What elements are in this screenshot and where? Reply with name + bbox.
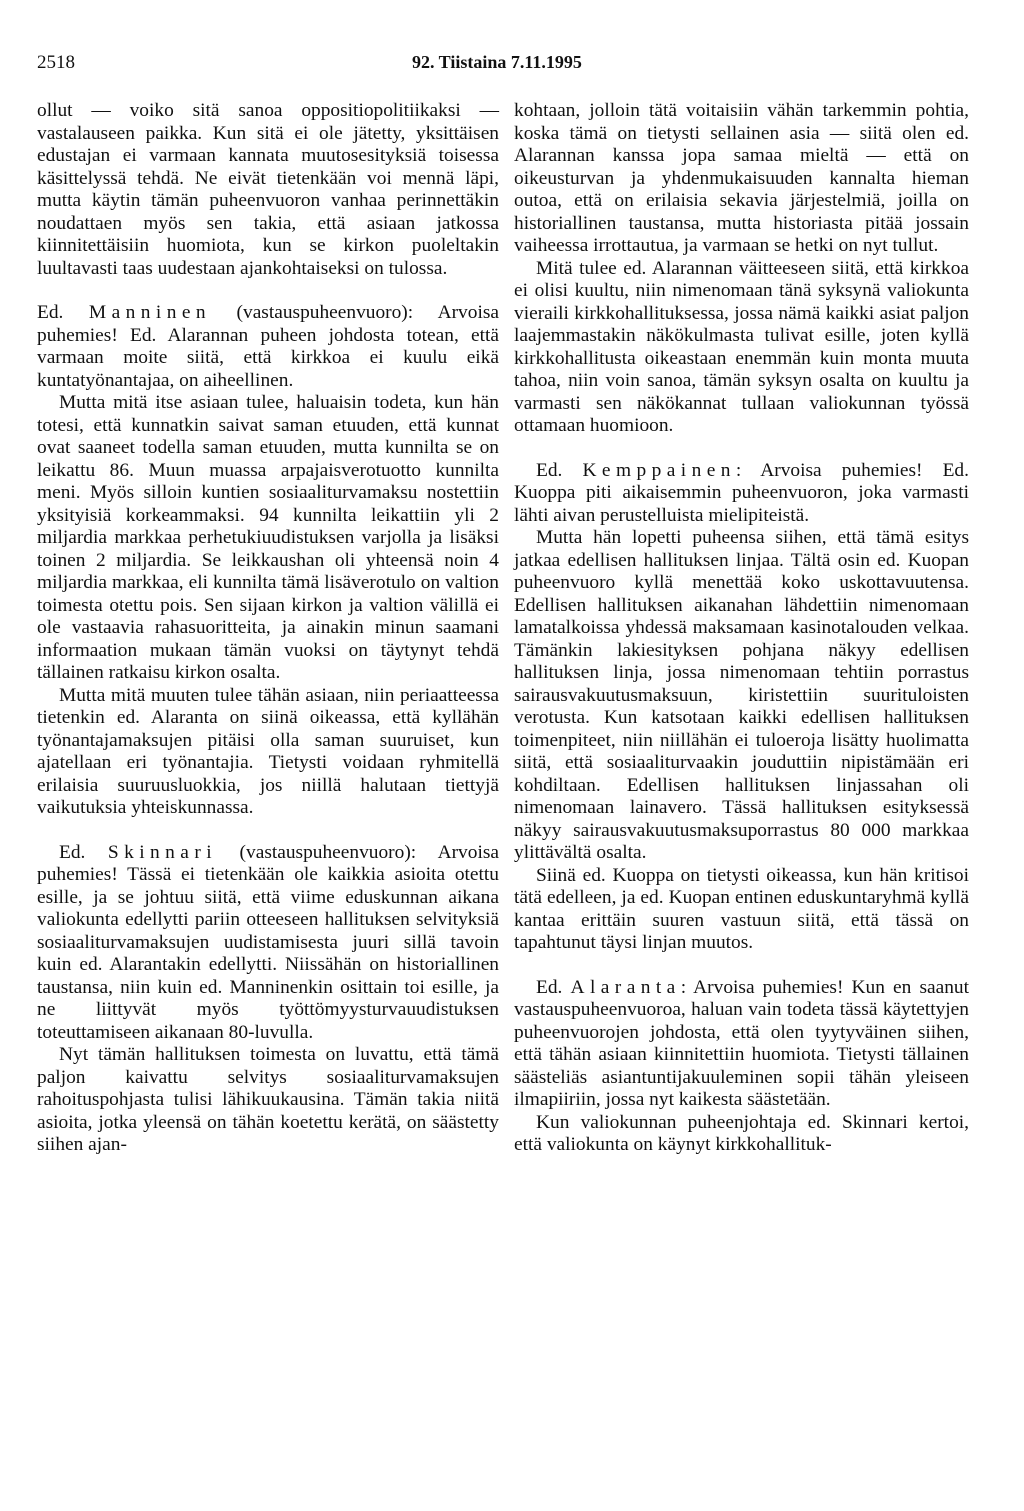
speaker-name: Manninen [88,302,212,323]
paragraph [514,865,969,955]
paragraph-text: Mutta hän lopetti puheensa siihen, että tämä esitys jatkaa edellisen hallituksen linjaa. Tältä osin ed. Kuopan puheenvuoro kyllä menettää koko uskottavuutensa. Edellisen hallituksen aikanahan lähdettiin nimenomaan lamatalkoissa yhdessä maksamaan kasinotalouden velkaa. Tämänkin lakiesityksen pohjana näkyy edellisen hallituksen linja, jossa nimenomaan tehtiin porrastus sairausvakuutusmaksuun, kiristettiin suurituloisten verotusta. Kun katsotaan kaikki edellisen hallituksen toimenpiteet, niin niillähän ei tuloeroja lisätty huolimatta siitä, että sosiaaliturvaakin jouduttiin nipistämään eri kohdiltaan. Edellisen hallituksen linjassahan oli nimenomaan lainavero. Tässä hallituksen esityksessä näkyy sairausvakuutusmaksuporrastus 80 000 markkaa ylittävältä osalta. [514,527,969,863]
paragraph-text: Mutta mitä muuten tulee tähän asiaan, niin periaatteessa tietenkin ed. Alaranta on siinä oikeassa, että kyllähän työnantajamaksujen pitäisi olla saman suuruiset, kun ajatellaan eri työnantajia. Tietysti voidaan ryhmitellä erilaisia suuruusluokkia, jos niillä halutaan tiettyjä vaikutuksia yhteiskunnassa. [37,684,499,818]
speaker-name: Skinnari [107,841,218,863]
paragraph [37,1044,499,1157]
speaker-prefix: Ed. [37,302,64,323]
paragraph-text: ollut — voiko sitä sanoa oppositiopolitiikaksi — vastalauseen paikka. Kun sitä ei ole jätetty, yksittäisen edustajan ei varmaan kannata muutosesityksiä toisessa käsittelyssä tehdä. Ne eivät tietenkään voi mennä läpi, mutta käytin tämän puheenvuoron vanhaa perinnettäkin noudattaen myös sen takia, että asiaan jatkossa kiinnitettäisiin huomiota, kun se kirkon puoleltakin luultavasti taas uudestaan ajankohtaiseksi on tulossa. [37,100,499,279]
paragraph-text: Mutta mitä itse asiaan tulee, haluaisin todeta, kun hän totesi, että kunnatkin saivat saman etuuden, että kunnat ovat saaneet todella saman etuuden, mutta kunnilta se on leikattu 86. Muun muassa arpajaisverotuotto kunnilta meni. Myös silloin kuntien sosiaaliturvamaksu nostettiin yksityisiä korkeammaksi. 94 kunnilta leikattiin yli 2 miljardia markkaa perhetukiuudistuksen varjolla ja lisäksi toinen 2 miljardia. Se leikkaushan oli yhteensä noin 4 miljardia markkaa, eli kunnilta tämä lisäverotulo on valtion toimesta otettu pois. Sen sijaan kirkon ja valtion välillä ei ole vastaavia rahasuoritteita, ja ainakin minun saamani informaation mukaan tämän vuoksi on täytynyt tehdä tällainen ratkaisu kirkon osalta. [37,392,499,683]
paragraph-text: kohtaan, jolloin tätä voitaisiin vähän tarkemmin pohtia, koska tämä on tietysti sellainen asia — siitä olen ed. Alarannan kanssa jopa samaa mieltä — että on oikeusturvan ja yhdenmukaisuuden kannalta hieman outoa, että on erilaisia sekavia järjestelmiä, joilla on historiallinen taustansa, mutta historiasta pitää jossain vaiheessa irrottautua, ja varmaan se hetki on nyt tullut. [514,100,969,256]
paragraph-text: Kun valiokunnan puheenjohtaja ed. Skinnari kertoi, että valiokunta on käynyt kirkkohallituk- [514,1111,969,1155]
right-column [514,100,969,1157]
paragraph [514,258,969,438]
speaker-prefix: Ed. [59,841,86,863]
speaker-prefix: Ed. [536,459,563,481]
paragraph [37,392,499,685]
page-header [0,52,1024,82]
page-number: 2518 [37,52,75,73]
speech-paragraph [514,977,969,1112]
speaker-name: Alaranta [570,976,681,998]
paragraph [514,527,969,865]
paragraph-text: Mitä tulee ed. Alarannan väitteeseen siitä, että kirkkoa ei olisi kuultu, niin nimenomaan tänä syksynä valiokunta vieraili kirkkohallituksessa, jossa nämä kaikki asiat paljon laajemmastakin näkökulmasta tulivat esille, joten kyllä kirkkohallitusta oikeastaan enemmän kuin monta muuta tahoa, niin voin sanoa, tämän syksyn osalta on kuultu ja varmasti sen näkökannat tullaan valiokunnan työssä ottamaan huomioon. [514,257,969,436]
left-column [37,100,499,1157]
paragraph-text: : Arvoisa puhemies! Kun en saanut vastauspuheenvuoroa, haluan vain todeta tässä käytettyjen puheenvuorojen johdosta, että olen tyytyväinen siihen, että tähän asiaan kiinnitettiin huomiota. Tietysti tällainen säästeliäs asiantuntijakuuleminen sopii tähän yleiseen ilmapiiriin, jossa nyt kaikesta säästetään. [514,976,970,1110]
speech-paragraph [514,460,969,528]
paragraph-text: Siinä ed. Kuoppa on tietysti oikeassa, kun hän kritisoi tätä edelleen, ja ed. Kuopan entinen eduskuntaryhmä kyllä kantaa erittäin suuren vastuun siitä, että tässä on tapahtunut täysi linjan muutos. [514,864,969,953]
paragraph-text: (vastauspuheenvuoro): Arvoisa puhemies! Tässä ei tietenkään ole kaikkia asioita otettu esille, ja se johtuu siitä, että viime eduskunnan aikana valiokunta edellytti pariin otteeseen hallituksen selvityksiä sosiaaliturvamaksujen uudistamisesta juuri sillä tavoin kuin ed. Alarantakin edellytti. Niissähän on historiallinen taustansa, niin kuin ed. Manninenkin osittain toi esille, ja ne liittyvät myös työttömyysturvauudistuksen toteuttamiseen aikanaan 80-luvulla. [37,841,499,1043]
paragraph-text: (vastauspuheenvuoro): Arvoisa puhemies! Ed. Alarannan puheen johdosta totean, että varmaan moite siitä, että kirkkoa ei kuulu eikä kuntatyönantajaa, on aiheellinen. [37,302,499,391]
paragraph [514,1112,969,1157]
paragraph [37,685,499,820]
speaker-name: Kemppainen [582,459,736,481]
running-head: 92. Tiistaina 7.11.1995 [412,52,582,72]
speech-paragraph [37,842,499,1045]
paragraph-text: : Arvoisa puhemies! Ed. Kuoppa piti aikaisemmin puheenvuoron, joka varmasti lähti aivan perustelluista mielipiteistä. [514,459,969,526]
speech-paragraph [37,302,499,392]
paragraph [514,100,969,258]
speaker-prefix: Ed. [536,976,563,998]
paragraph-text: Nyt tämän hallituksen toimesta on luvattu, että tämä paljon kaivattu selvitys sosiaaliturvamaksujen rahoituspohjasta tulisi lähikuukausina. Tämän takia niitä asioita, jotka yleensä on tähän koetettu kerätä, on säästetty siihen ajan- [37,1044,499,1155]
paragraph [37,100,499,280]
